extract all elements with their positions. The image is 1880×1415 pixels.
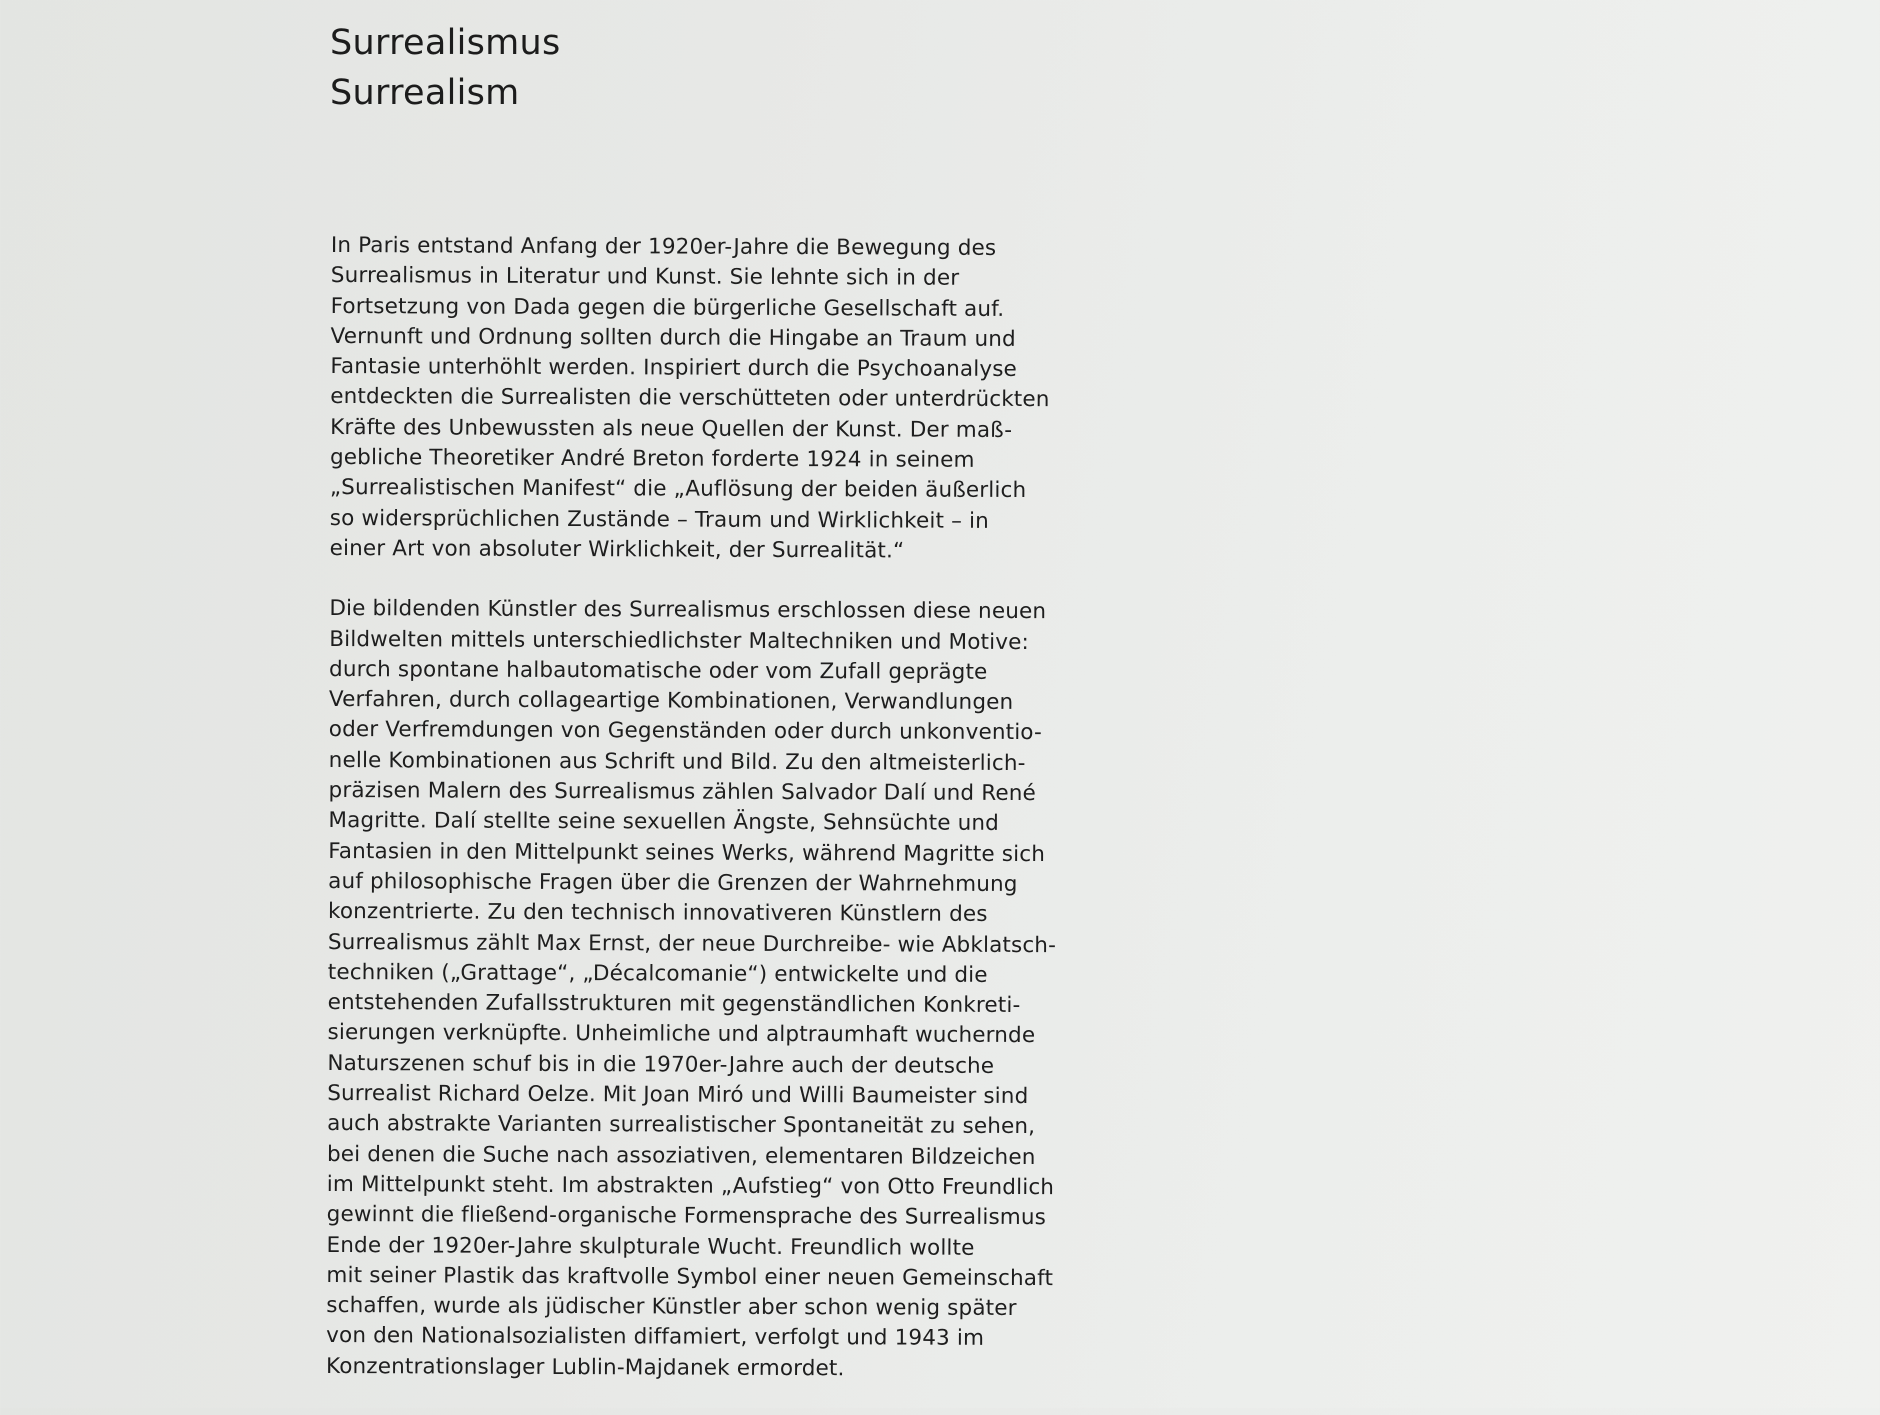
text-line: Konzentrationslager Lublin-Majdanek ermordet. (325, 1353, 845, 1381)
paragraph-2 (326, 594, 1089, 1385)
text-line: Die bildenden Künstler des Surrealismus erschlossen diese neuen (329, 596, 1047, 625)
text-line: Ende der 1920er-Jahre skulpturale Wucht. Freundlich wollte (326, 1232, 975, 1261)
heading-german: Surrealismus (330, 23, 561, 63)
text-line: auch abstrakte Varianten surrealistischer Spontaneität zu sehen, (327, 1111, 1036, 1140)
text-line: von den Nationalsozialisten diffamiert, verfolgt und 1943 im (326, 1323, 985, 1352)
text-line: Kräfte des Unbewussten als neue Quellen der Kunst. Der maß- (330, 414, 1013, 443)
text-line: so widersprüchlichen Zustände – Traum und Wirklichkeit – in (329, 505, 989, 534)
text-line: Surrealist Richard Oelze. Mit Joan Miró und Willi Baumeister sind (327, 1081, 1029, 1110)
text-line: präzisen Malern des Surrealismus zählen Salvador Dalí und René (328, 778, 1036, 807)
text-line: einer Art von absoluter Wirklichkeit, der Surrealität.“ (329, 535, 905, 564)
text-line: Surrealismus zählt Max Ernst, der neue Durchreibe- wie Abklatsch- (327, 929, 1057, 958)
text-line: schaffen, wurde als jüdischer Künstler aber schon wenig später (326, 1293, 1017, 1322)
text-line: oder Verfremdungen von Gegenständen oder durch unkonventio- (328, 717, 1043, 746)
text-line: Fortsetzung von Dada gegen die bürgerliche Gesellschaft auf. (330, 293, 1005, 322)
text-line: bei denen die Suche nach assoziativen, elementaren Bildzeichen (326, 1141, 1036, 1170)
text-line: Fantasie unterhöhlt werden. Inspiriert durch die Psychoanalyse (330, 354, 1018, 383)
text-line: durch spontane halbautomatische oder vom Zufall geprägte (329, 656, 988, 685)
text-line: nelle Kombinationen aus Schrift und Bild. Zu den altmeisterlich- (328, 747, 1026, 776)
text-line: „Surrealistischen Manifest“ die „Auflösung der beiden äußerlich (329, 475, 1027, 504)
text-line: mit seiner Plastik das kraftvolle Symbol einer neuen Gemeinschaft (326, 1262, 1054, 1291)
paragraph-1 (330, 231, 1091, 568)
text-line: entdeckten die Surrealisten die verschütteten oder unterdrückten (330, 384, 1050, 413)
text-line: sierungen verknüpfte. Unheimliche und alptraumhaft wuchernde (327, 1020, 1036, 1049)
text-line: gewinnt die fließend-organische Formensprache des Surrealismus (326, 1202, 1047, 1231)
text-line: im Mittelpunkt steht. Im abstrakten „Aufstieg“ von Otto Freundlich (326, 1171, 1055, 1201)
text-line: Fantasien in den Mittelpunkt seines Werks, während Magritte sich (328, 838, 1046, 867)
text-line: Surrealismus in Literatur und Kunst. Sie lehnte sich in der (330, 263, 960, 292)
text-line: In Paris entstand Anfang der 1920er-Jahre die Bewegung des (330, 232, 997, 261)
text-line: Magritte. Dalí stellte seine sexuellen Ängste, Sehnsüchte und (328, 808, 1000, 837)
text-line: entstehenden Zufallsstrukturen mit gegenständlichen Konkreti- (327, 990, 1021, 1019)
text-line: techniken („Grattage“, „Décalcomanie“) entwickelte und die (327, 959, 988, 988)
text-line: Bildwelten mittels unterschiedlichster Maltechniken und Motive: (329, 626, 1029, 655)
text-line: gebliche Theoretiker André Breton forderte 1924 in seinem (329, 445, 975, 473)
text-line: auf philosophische Fragen über die Grenzen der Wahrnehmung (328, 868, 1018, 897)
text-line: Verfahren, durch collageartige Kombinationen, Verwandlungen (328, 687, 1014, 716)
heading-block (330, 18, 1030, 118)
text-line: konzentrierte. Zu den technisch innovativeren Künstlern des (327, 899, 988, 928)
text-line: Vernunft und Ordnung sollten durch die Hingabe an Traum und (330, 323, 1016, 352)
body-text (326, 231, 1091, 1415)
heading-english: Surrealism (330, 73, 520, 113)
text-line: Naturszenen schuf bis in die 1970er-Jahre auch der deutsche (327, 1050, 995, 1079)
